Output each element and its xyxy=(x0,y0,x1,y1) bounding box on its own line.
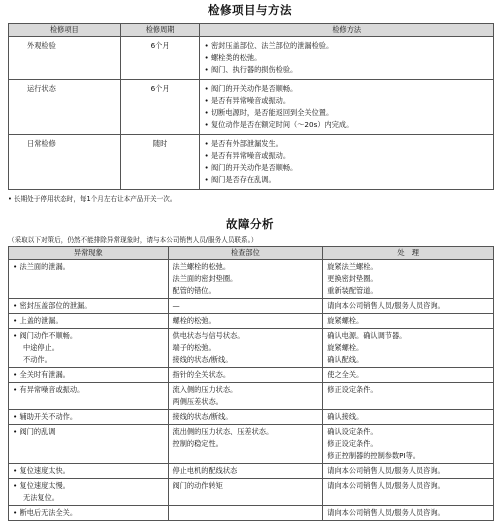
fault-check-line: 供电状态与信号状态。 xyxy=(172,331,245,340)
fault-row xyxy=(9,410,494,425)
fault-row xyxy=(9,425,494,464)
method-line: • 阀门的开关动作是否顺畅。 xyxy=(204,163,298,172)
fault-check-line: 两侧压差状态。 xyxy=(172,397,223,406)
fault-action-line: 使之全关。 xyxy=(327,370,364,379)
fault-phenomenon xyxy=(9,425,169,464)
maintenance-row xyxy=(9,37,494,80)
fault-phenomenon-line: • 全关时有泄漏。 xyxy=(13,369,164,381)
fault-check xyxy=(168,410,323,425)
header-action: 处 理 xyxy=(323,247,494,260)
fault-phenomenon xyxy=(9,383,169,410)
fault-check xyxy=(168,425,323,464)
fault-phenomenon xyxy=(9,410,169,425)
fault-check-line: 接线的状态/断线。 xyxy=(172,412,233,421)
fault-action-line: 确认配线。 xyxy=(327,355,364,364)
fault-action-line: 修正设定条件。 xyxy=(327,439,378,448)
fault-phenomenon-line: • 有异常噪音或振动。 xyxy=(13,384,164,396)
fault-check xyxy=(168,383,323,410)
fault-action-line: 旋紧法兰螺栓。 xyxy=(327,262,378,271)
maintenance-title: 检修项目与方法 xyxy=(208,3,292,17)
maintenance-period: 6个月 xyxy=(120,80,200,135)
fault-check xyxy=(168,464,323,479)
fault-action xyxy=(323,464,494,479)
fault-check-line: 流出侧的压力状态、压差状态。 xyxy=(172,427,274,436)
fault-phenomenon xyxy=(9,506,169,521)
fault-check xyxy=(168,299,323,314)
maintenance-methods xyxy=(200,80,494,135)
fault-row xyxy=(9,464,494,479)
fault-check-line: 流入侧的压力状态。 xyxy=(172,385,238,394)
header-phenomenon: 异常现象 xyxy=(9,247,169,260)
fault-action-line: 请向本公司销售人员/服务人员咨询。 xyxy=(327,481,445,490)
maintenance-period: 随时 xyxy=(120,135,200,190)
fault-title: 故障分析 xyxy=(226,217,274,231)
fault-check-line: 配管的错位。 xyxy=(172,286,216,295)
method-line: • 阀门的开关动作是否顺畅。 xyxy=(204,84,298,93)
maintenance-row xyxy=(9,135,494,190)
method-line: • 阀门、执行器的损伤检验。 xyxy=(204,65,298,74)
method-line: • 是否有外部泄漏发生。 xyxy=(204,139,283,148)
fault-check xyxy=(168,260,323,299)
maintenance-item: 运行状态 xyxy=(9,80,121,135)
fault-check-line: 螺栓的松弛。 xyxy=(172,316,216,325)
maintenance-item: 日常检修 xyxy=(9,135,121,190)
fault-phenomenon-line: 中途停止。 xyxy=(23,343,59,352)
fault-check-line: 停止电机的配线状态 xyxy=(172,466,238,475)
fault-action xyxy=(323,299,494,314)
fault-action xyxy=(323,383,494,410)
method-line: • 螺栓类的松弛。 xyxy=(204,53,262,62)
fault-check-line: 接线的状态/断线。 xyxy=(172,355,233,364)
fault-action xyxy=(323,260,494,299)
fault-check-line: 控制的稳定性。 xyxy=(172,439,223,448)
fault-phenomenon xyxy=(9,299,169,314)
method-line: • 密封压盖部位、法兰部位的泄漏检验。 xyxy=(204,41,334,50)
fault-action-line: 确认接线。 xyxy=(327,412,364,421)
fault-phenomenon-line: • 上盖的泄漏。 xyxy=(13,315,164,327)
header-period: 检修周期 xyxy=(120,24,200,37)
fault-action-line: 更换密封垫圈。 xyxy=(327,274,378,283)
fault-row xyxy=(9,329,494,368)
fault-check-line: 法兰面的密封垫圈。 xyxy=(172,274,238,283)
fault-action-line: 请向本公司销售人员/服务人员咨询。 xyxy=(327,508,445,517)
fault-action xyxy=(323,314,494,329)
fault-check xyxy=(168,314,323,329)
fault-check-line: 法兰螺栓的松弛。 xyxy=(172,262,231,271)
fault-phenomenon-line: • 法兰面的泄漏。 xyxy=(13,261,164,273)
fault-phenomenon-line: • 复位速度太快。 xyxy=(13,465,164,477)
maintenance-table xyxy=(8,23,494,190)
fault-phenomenon-line: • 密封压盖部位的泄漏。 xyxy=(13,300,164,312)
maintenance-header-row xyxy=(9,24,494,37)
maintenance-note: • 长期处于停用状态时，每1个月左右让本产品开关一次。 xyxy=(8,195,177,203)
fault-action xyxy=(323,425,494,464)
fault-check-line: 阀门的动作转矩 xyxy=(172,481,223,490)
fault-header-row xyxy=(9,247,494,260)
fault-phenomenon-line: • 断电后无法全关。 xyxy=(13,507,164,519)
method-line: • 是否有异常噪音或振动。 xyxy=(204,96,291,105)
fault-action-line: 修正设定条件。 xyxy=(327,385,378,394)
maintenance-methods xyxy=(200,37,494,80)
method-line: • 阀门是否存在乱调。 xyxy=(204,175,276,184)
fault-phenomenon xyxy=(9,314,169,329)
fault-phenomenon-line: • 阀门的乱调 xyxy=(13,426,164,438)
fault-row xyxy=(9,383,494,410)
fault-action xyxy=(323,329,494,368)
method-line: • 是否有异常噪音或振动。 xyxy=(204,151,291,160)
fault-check xyxy=(168,506,323,521)
fault-phenomenon-line: • 复位速度太慢。 xyxy=(13,480,164,492)
fault-action-line: 旋紧螺栓。 xyxy=(327,343,364,352)
header-method: 检修方法 xyxy=(200,24,494,37)
fault-row xyxy=(9,260,494,299)
fault-row xyxy=(9,368,494,383)
header-item: 检修项目 xyxy=(9,24,121,37)
fault-check-line: — xyxy=(172,301,180,310)
fault-action-line: 请向本公司销售人员/服务人员咨询。 xyxy=(327,301,445,310)
fault-phenomenon-line: 无法复位。 xyxy=(23,493,59,502)
fault-phenomenon xyxy=(9,368,169,383)
fault-action-line: 旋紧螺栓。 xyxy=(327,316,364,325)
header-check: 检查部位 xyxy=(168,247,323,260)
fault-check-line: 端子的松弛。 xyxy=(172,343,216,352)
fault-action-line: 请向本公司销售人员/服务人员咨询。 xyxy=(327,466,445,475)
fault-action xyxy=(323,368,494,383)
fault-phenomenon xyxy=(9,260,169,299)
fault-row xyxy=(9,314,494,329)
fault-table xyxy=(8,246,494,521)
fault-phenomenon-line: • 辅助开关不动作。 xyxy=(13,411,164,423)
fault-action xyxy=(323,410,494,425)
fault-check-line: 指针的全关状态。 xyxy=(172,370,231,379)
fault-note: （采取以下对策后，仍然不能排除异常现象时，请与本公司销售人员/服务人员联系。） xyxy=(8,236,258,244)
fault-action-line: 重新装配管道。 xyxy=(327,286,378,295)
fault-row xyxy=(9,506,494,521)
fault-row xyxy=(9,299,494,314)
fault-phenomenon-line: • 阀门动作不顺畅。 xyxy=(13,330,164,342)
maintenance-item: 外观检验 xyxy=(9,37,121,80)
maintenance-period: 6个月 xyxy=(120,37,200,80)
maintenance-row xyxy=(9,80,494,135)
fault-action-line: 确认设定条件。 xyxy=(327,427,378,436)
method-line: • 复位动作是否在额定时间（～20s）内完成。 xyxy=(204,120,354,129)
method-line: • 切断电源时，是否能返回到全关位置。 xyxy=(204,108,334,117)
fault-phenomenon xyxy=(9,329,169,368)
fault-action-line: 确认电源。确认调节器。 xyxy=(327,331,407,340)
maintenance-methods xyxy=(200,135,494,190)
fault-action xyxy=(323,506,494,521)
fault-action-line: 修正控制器的控制参数PI等。 xyxy=(327,451,420,460)
fault-check xyxy=(168,368,323,383)
fault-phenomenon xyxy=(9,464,169,479)
fault-phenomenon-line: 不动作。 xyxy=(23,355,52,364)
fault-check xyxy=(168,329,323,368)
